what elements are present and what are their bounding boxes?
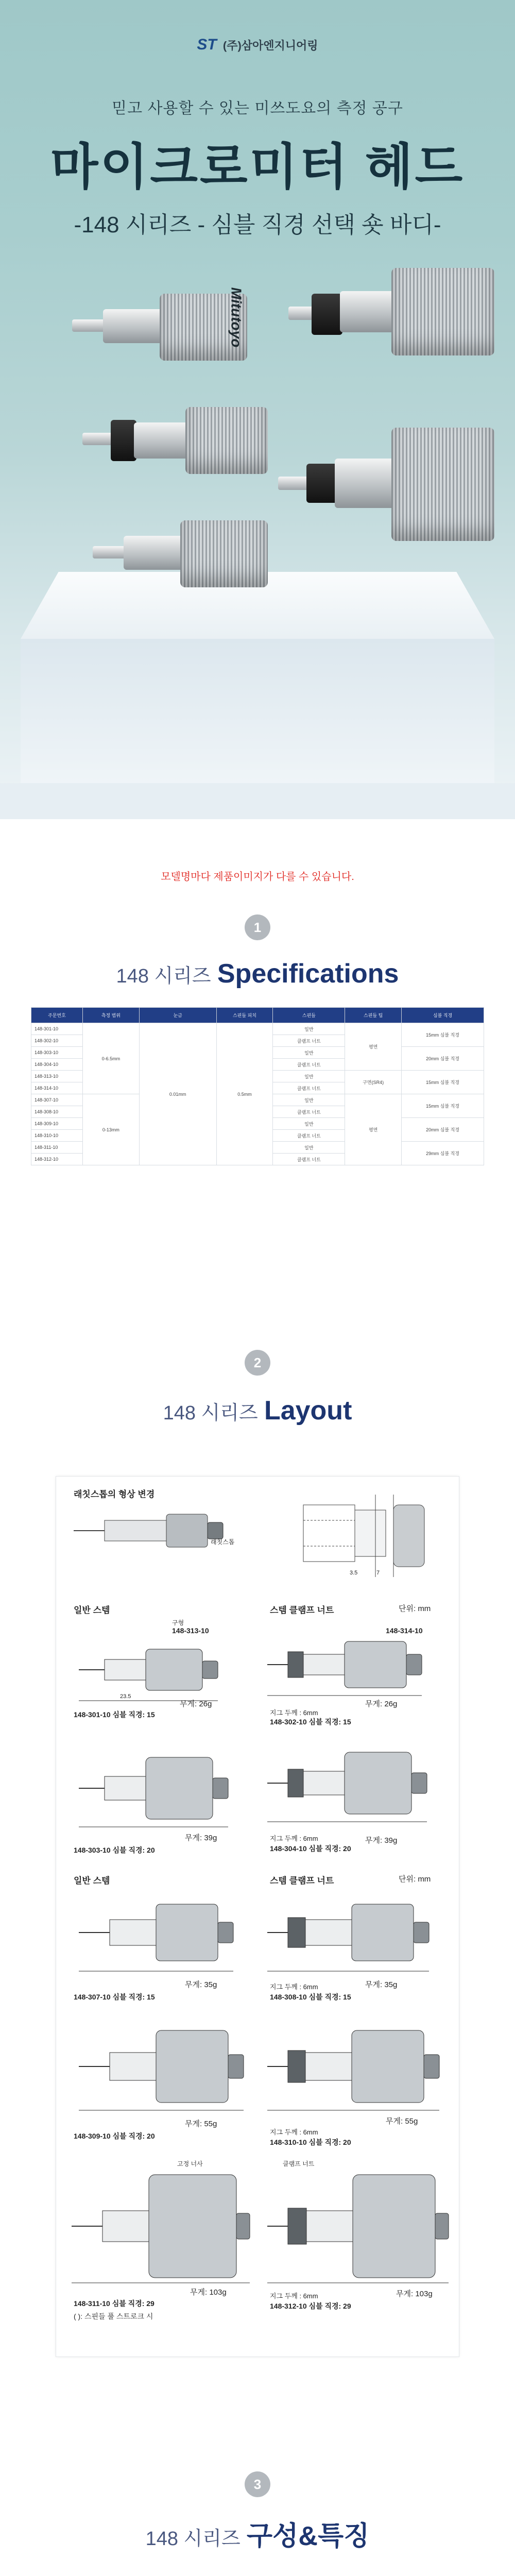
- cell-spindle: 일반: [273, 1071, 345, 1082]
- cell-range: 0-13mm: [82, 1094, 139, 1165]
- drawing-148-309: [74, 2018, 249, 2115]
- fix-nut-label: 고정 너사: [177, 2160, 203, 2167]
- weight-label: 무게: 26g: [180, 1700, 212, 1708]
- cell-order: 148-302-10: [31, 1035, 83, 1047]
- drawing-148-302: [262, 1626, 448, 1703]
- unit-label: 단위: mm: [399, 1604, 431, 1613]
- caption-148-302: 148-302-10 심블 직경: 15: [270, 1718, 351, 1726]
- col-header: 주문번호: [31, 1008, 83, 1023]
- jig-label: 지그 두께 : 6mm: [270, 2292, 318, 2300]
- drawing-148-308: [262, 1889, 448, 1976]
- cell-order: 148-314-10: [31, 1082, 83, 1094]
- cell-thimble: 20mm 심블 직경: [402, 1118, 484, 1142]
- svg-text:7: 7: [376, 1570, 380, 1576]
- cell-pitch: 0.5mm: [216, 1023, 273, 1165]
- section-title: [0, 2514, 515, 2553]
- cell-range: 0-6.5mm: [82, 1023, 139, 1094]
- cell-thimble: 15mm 심블 직경: [402, 1023, 484, 1047]
- brand-mark: Mitutoyo: [228, 287, 245, 348]
- jig-label: 지그 두께 : 6mm: [270, 1983, 318, 1991]
- table-row: [31, 1023, 484, 1035]
- caption-148-307: 148-307-10 심블 직경: 15: [74, 1993, 155, 2001]
- stroke-note: ( ): 스핀들 풀 스트로크 시: [74, 2312, 153, 2320]
- section-heading: Layout: [264, 1396, 352, 1426]
- cell-order: 148-308-10: [31, 1106, 83, 1118]
- micrometer-head-image: [82, 402, 268, 479]
- col-header: 눈금: [139, 1008, 216, 1023]
- section-title: [0, 1395, 515, 1426]
- svg-text:23.5: 23.5: [120, 1693, 131, 1700]
- micrometer-head-image: [72, 289, 247, 366]
- cell-order: 148-311-10: [31, 1142, 83, 1154]
- weight-label: 무게: 39g: [185, 1834, 217, 1842]
- spec-table: [31, 1007, 484, 1165]
- unit-label: 단위: mm: [399, 1875, 431, 1884]
- jig-label: 지그 두께 : 6mm: [270, 1835, 318, 1842]
- company-logo: [0, 36, 515, 54]
- cell-order: 148-307-10: [31, 1094, 83, 1106]
- general-stem-heading: 일반 스템: [74, 1605, 110, 1615]
- caption-148-308: 148-308-10 심블 직경: 15: [270, 1993, 351, 2001]
- cell-spindle: 일반: [273, 1094, 345, 1106]
- drawing-148-312: [262, 2167, 453, 2285]
- drawing-148-310: [262, 2018, 453, 2115]
- drawing-148-301: [74, 1631, 244, 1708]
- ratchet-title: 래칫스톱의 형상 변경: [74, 1489, 155, 1499]
- drawing-148-303: [74, 1744, 249, 1832]
- ratchet-drawing: [74, 1505, 238, 1556]
- drawing-148-307: [74, 1889, 249, 1976]
- model-313: 148-313-10: [172, 1626, 209, 1635]
- cell-spindle: 클램프 너트: [273, 1035, 345, 1047]
- cell-order: 148-310-10: [31, 1130, 83, 1142]
- col-header: 스핀들: [273, 1008, 345, 1023]
- series-label: 148 시리즈: [145, 2528, 241, 2550]
- cell-order: 148-313-10: [31, 1071, 83, 1082]
- cell-spindle: 클램프 너트: [273, 1059, 345, 1071]
- col-header: 스핀들 팁: [345, 1008, 402, 1023]
- hero-subtitle: -148 시리즈 - 심블 직경 선택 숏 바디-: [74, 212, 441, 238]
- cell-order: 148-301-10: [31, 1023, 83, 1035]
- drawing-148-311: [66, 2167, 252, 2285]
- weight-label: 무게: 103g: [396, 2290, 433, 2298]
- cell-spindle: 클램프 너트: [273, 1082, 345, 1094]
- cell-tip: 구면(SR4): [345, 1071, 402, 1094]
- model-314: 148-314-10: [386, 1626, 423, 1635]
- caption-148-311: 148-311-10 심블 직경: 29: [74, 2299, 154, 2308]
- clamp-nut-heading: 스템 클램프 너트: [270, 1876, 334, 1886]
- col-header: 심블 직경: [402, 1008, 484, 1023]
- cell-thimble: 29mm 심블 직경: [402, 1142, 484, 1165]
- col-header: 측정 범위: [82, 1008, 139, 1023]
- caption-148-301: 148-301-10 심블 직경: 15: [74, 1710, 155, 1719]
- cell-order: 148-309-10: [31, 1118, 83, 1130]
- svg-text:3.5: 3.5: [350, 1570, 358, 1576]
- cell-order: 148-303-10: [31, 1047, 83, 1059]
- cell-order: 148-312-10: [31, 1154, 83, 1165]
- table-header-row: [31, 1008, 484, 1023]
- section-heading: 구성&특징: [246, 2521, 370, 2551]
- cell-spindle: 일반: [273, 1047, 345, 1059]
- cell-spindle: 일반: [273, 1142, 345, 1154]
- logo-mark: ST: [197, 36, 217, 53]
- caption-148-309: 148-309-10 심블 직경: 20: [74, 2132, 155, 2140]
- cell-thimble: 15mm 심블 직경: [402, 1094, 484, 1118]
- micrometer-head-image: [278, 428, 494, 541]
- weight-label: 무게: 35g: [185, 1980, 217, 1989]
- series-label: 148 시리즈: [163, 1402, 258, 1424]
- cell-tip: 평면: [345, 1023, 402, 1071]
- layout-drawings-panel: [56, 1476, 459, 2357]
- weight-label: 무게: 55g: [386, 2117, 418, 2126]
- pedestal-steps: [0, 783, 515, 819]
- cell-spindle: 일반: [273, 1118, 345, 1130]
- series-label: 148 시리즈: [116, 965, 211, 987]
- section-title: [0, 958, 515, 989]
- weight-label: 무게: 103g: [190, 2288, 227, 2297]
- col-header: 스핀들 피치: [216, 1008, 273, 1023]
- cell-order: 148-304-10: [31, 1059, 83, 1071]
- cell-spindle: 클램프 너트: [273, 1130, 345, 1142]
- weight-label: 무게: 39g: [365, 1836, 398, 1845]
- cell-spindle: 클램프 너트: [273, 1154, 345, 1165]
- cell-thimble: 20mm 심블 직경: [402, 1047, 484, 1071]
- section-badge: 2: [245, 1350, 270, 1376]
- weight-label: 무게: 35g: [365, 1980, 398, 1989]
- cell-spindle: 일반: [273, 1023, 345, 1035]
- cell-graduation: 0.01mm: [139, 1023, 216, 1165]
- hero-title: 마이크로미터 헤드: [50, 140, 465, 195]
- cell-tip: 평면: [345, 1094, 402, 1165]
- logo-text: (주)삼아엔지니어링: [222, 39, 318, 52]
- clamp-nut-heading: 스템 클램프 너트: [270, 1605, 334, 1615]
- ratchet-label: 래칫스톱: [211, 1538, 235, 1546]
- section-badge: 3: [245, 2471, 270, 2497]
- image-notice: 모델명마다 제품이미지가 다를 수 있습니다.: [161, 871, 354, 883]
- old-tag: 구형: [172, 1619, 184, 1626]
- cell-thimble: 15mm 심블 직경: [402, 1071, 484, 1094]
- caption-148-304: 148-304-10 심블 직경: 20: [270, 1844, 351, 1853]
- jig-label: 지그 두께 : 6mm: [270, 2128, 318, 2136]
- micrometer-head-image: [93, 515, 268, 592]
- caption-148-312: 148-312-10 심블 직경: 29: [270, 2302, 351, 2310]
- detail-drawing: [298, 1489, 437, 1582]
- caption-148-303: 148-303-10 심블 직경: 20: [74, 1846, 155, 1854]
- weight-label: 무게: 26g: [365, 1700, 398, 1708]
- caption-148-310: 148-310-10 심블 직경: 20: [270, 2138, 351, 2146]
- jig-label: 지그 두께 : 6mm: [270, 1709, 318, 1717]
- section-badge: 1: [245, 914, 270, 940]
- cell-spindle: 클램프 너트: [273, 1106, 345, 1118]
- hero-banner: [0, 0, 515, 819]
- clamp-nut-label: 클램프 너트: [283, 2160, 315, 2167]
- drawing-148-304: [262, 1739, 448, 1827]
- weight-label: 무게: 55g: [185, 2120, 217, 2128]
- section-heading: Specifications: [217, 959, 399, 989]
- general-stem-heading: 일반 스템: [74, 1876, 110, 1886]
- hero-tagline: 믿고 사용할 수 있는 미쓰도요의 측정 공구: [112, 100, 403, 117]
- micrometer-head-image: [288, 268, 494, 355]
